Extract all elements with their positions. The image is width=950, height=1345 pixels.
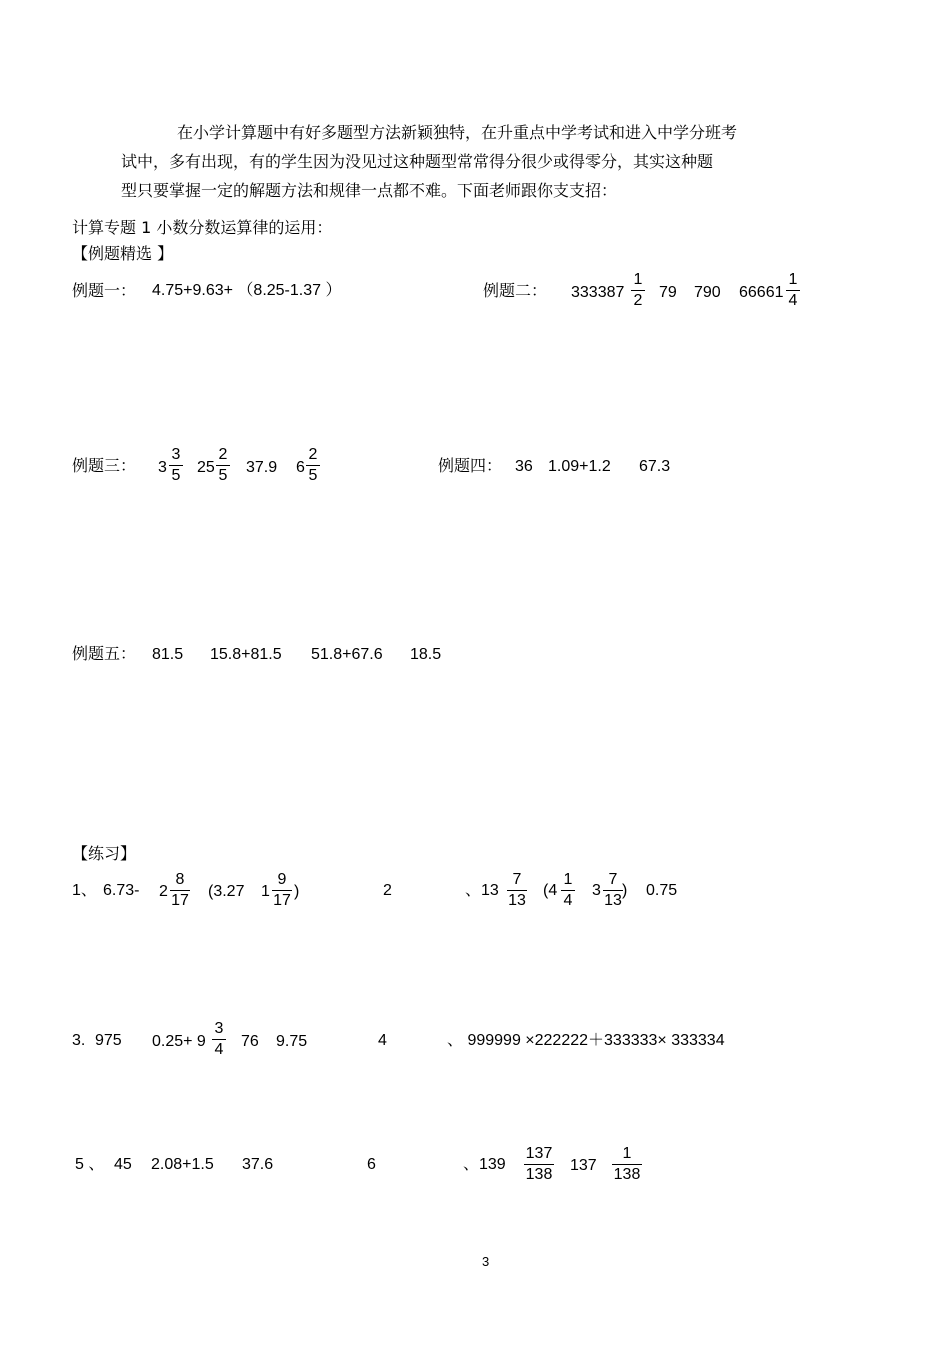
term: 790 [694, 284, 721, 301]
numerator: 2 [218, 446, 228, 463]
denominator: 4 [563, 892, 573, 909]
term: 137 [570, 1157, 597, 1174]
mixed-whole: 66661 [739, 284, 784, 301]
term: 36 [515, 458, 533, 475]
numerator: 7 [608, 871, 618, 888]
term: 3 [592, 882, 601, 899]
term: 76 [241, 1033, 259, 1050]
denominator: 2 [633, 292, 643, 309]
examples-header: 【例题精选 】 [72, 244, 174, 263]
question-number: 6 [367, 1156, 376, 1173]
mixed-whole: 6 [296, 459, 305, 476]
numerator: 2 [308, 446, 318, 463]
intro-line: 型只要掌握一定的解题方法和规律一点都不难。下面老师跟你支支招： [121, 181, 618, 200]
term: (3.27 [208, 883, 245, 900]
example-3-label: 例题三： [72, 456, 137, 475]
question-number: 2 [383, 882, 392, 899]
numerator: 3 [171, 446, 181, 463]
question-number: 1、 [72, 882, 97, 899]
term: 2.08+1.5 [151, 1156, 214, 1173]
section-title: 计算专题 1 小数分数运算律的运用： [72, 218, 333, 237]
term: 975 [95, 1032, 122, 1049]
numerator: 7 [512, 871, 522, 888]
term: 37.6 [242, 1156, 274, 1173]
intro-paragraph [121, 118, 821, 205]
denominator: 5 [218, 467, 228, 484]
example-5-label: 例题五： [72, 644, 137, 663]
denominator: 13 [508, 892, 526, 909]
term: 18.5 [410, 646, 442, 663]
numerator: 9 [277, 871, 287, 888]
term: 79 [659, 284, 677, 301]
fraction [163, 872, 197, 909]
page-number: 3 [482, 1254, 490, 1269]
denominator: 17 [273, 892, 291, 909]
question-number: 5 、 [75, 1156, 105, 1173]
fraction [776, 272, 810, 309]
denominator: 5 [308, 467, 318, 484]
fraction [522, 1146, 556, 1183]
numerator: 137 [525, 1145, 553, 1162]
term: 15.8+81.5 [210, 646, 282, 663]
fraction [159, 447, 193, 484]
denominator: 5 [171, 467, 181, 484]
denominator: 138 [613, 1166, 641, 1183]
mixed-whole: 1 [261, 883, 270, 900]
numerator: 8 [175, 871, 185, 888]
mixed-whole: 25 [197, 459, 215, 476]
numerator: 1 [563, 871, 573, 888]
numerator: 1 [788, 271, 798, 288]
question-number: 4 [378, 1032, 387, 1049]
term: ) [294, 883, 300, 900]
intro-line [121, 118, 821, 147]
fraction [621, 272, 655, 309]
term: 、139 [463, 1156, 506, 1173]
denominator: 4 [788, 292, 798, 309]
denominator: 4 [214, 1041, 224, 1058]
denominator: 13 [604, 892, 622, 909]
term: 、 999999 ×222222＋333333× 333334 [447, 1032, 725, 1049]
fraction [500, 872, 534, 909]
mixed-whole: 2 [159, 883, 168, 900]
term: 37.9 [246, 459, 278, 476]
example-1-label: 例题一： [72, 281, 137, 300]
mixed-whole: 333387 [571, 284, 625, 301]
example-4-label: 例题四： [438, 456, 503, 475]
fraction [610, 1146, 644, 1183]
example-2-label: 例题二： [483, 281, 548, 300]
fraction [202, 1021, 236, 1058]
numerator: 1 [633, 271, 643, 288]
denominator: 17 [171, 892, 189, 909]
fraction [296, 447, 330, 484]
term: 1.09+1.2 [548, 458, 611, 475]
term: (4 [543, 882, 558, 899]
denominator: 138 [525, 1166, 553, 1183]
fraction [206, 447, 240, 484]
example-1-expression: 4.75+9.63+ （8.25-1.37 ） [152, 282, 342, 299]
term: 0.75 [646, 882, 678, 899]
term: 6.73- [103, 882, 140, 899]
mixed-whole: 3 [158, 459, 167, 476]
intro-line-text: 在小学计算题中有好多题型方法新颖独特，在升重点中学考试和进入中学分班考 [177, 123, 738, 142]
practice-header: 【练习】 [72, 844, 137, 863]
term: 9.75 [276, 1033, 308, 1050]
term: 81.5 [152, 646, 184, 663]
term: 、13 [465, 882, 499, 899]
intro-line: 试中，多有出现，有的学生因为没见过这种题型常常得分很少或得零分，其实这种题 [121, 152, 714, 171]
fraction [551, 872, 585, 909]
numerator: 1 [622, 1145, 632, 1162]
term: 67.3 [639, 458, 671, 475]
term: 45 [114, 1156, 132, 1173]
term: ) [622, 882, 628, 899]
question-number: 3. [72, 1032, 86, 1049]
numerator: 3 [214, 1020, 224, 1037]
term: 51.8+67.6 [311, 646, 383, 663]
term: 0.25+ 9 [152, 1033, 206, 1050]
